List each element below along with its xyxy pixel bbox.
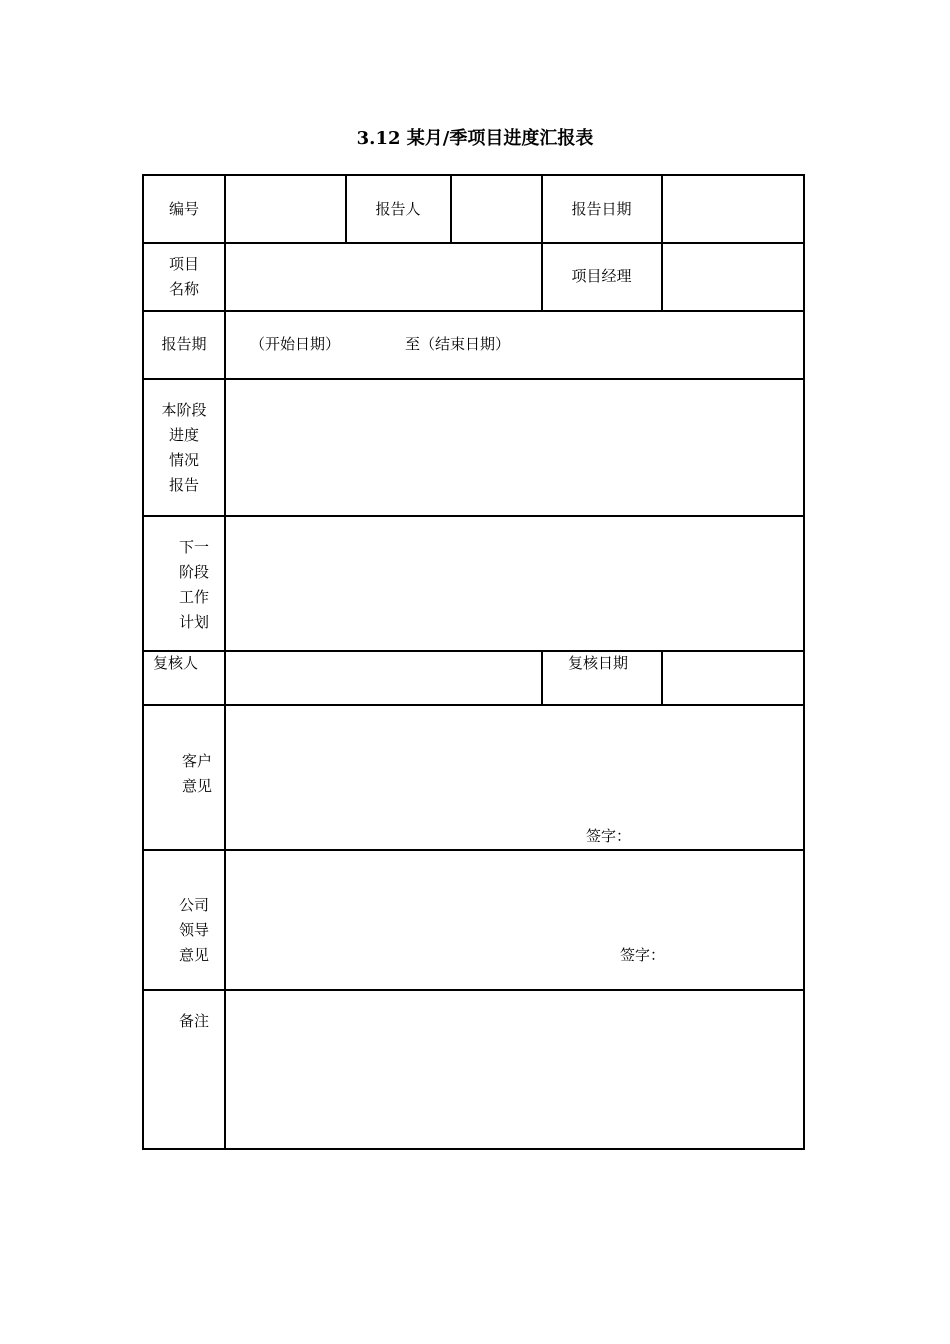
row-divider bbox=[143, 849, 804, 851]
row-divider bbox=[143, 242, 804, 244]
label-line: 意见 bbox=[181, 777, 212, 795]
project-manager-label: 项目经理 bbox=[571, 267, 632, 285]
report-period-label: 报告期 bbox=[161, 335, 207, 353]
row-divider bbox=[143, 378, 804, 380]
label-line: 报告 bbox=[168, 476, 199, 494]
reviewer-label: 复核人 bbox=[153, 654, 199, 672]
client-signature-label: 签字： bbox=[586, 827, 632, 845]
col-divider-reporter-value bbox=[450, 175, 452, 243]
label-line: 领导 bbox=[178, 921, 209, 939]
row-divider bbox=[143, 989, 804, 991]
report-table bbox=[142, 174, 805, 1150]
page-title: 3.12 某月/季项目进度汇报表 bbox=[356, 128, 594, 149]
label-line: 进度 bbox=[168, 426, 199, 444]
project-name-label bbox=[144, 252, 224, 302]
label-line: 计划 bbox=[178, 613, 209, 631]
col-divider-review-date-label bbox=[541, 650, 543, 705]
code-label: 编号 bbox=[168, 200, 199, 218]
row-divider bbox=[143, 310, 804, 312]
next-plan-label bbox=[154, 535, 234, 635]
report-date-label: 报告日期 bbox=[571, 200, 632, 218]
progress-report-label bbox=[144, 398, 224, 498]
label-line: 意见 bbox=[178, 946, 209, 964]
review-date-label: 复核日期 bbox=[568, 654, 629, 672]
remarks-label: 备注 bbox=[178, 1012, 209, 1030]
label-line: 客户 bbox=[181, 752, 212, 770]
client-opinion-label bbox=[157, 749, 237, 799]
col-divider-label bbox=[224, 175, 226, 1149]
row-divider bbox=[143, 650, 804, 652]
period-start-text: （开始日期） bbox=[250, 335, 341, 353]
label-line: 工作 bbox=[178, 588, 209, 606]
period-end-text: 至（结束日期） bbox=[405, 335, 511, 353]
leader-opinion-label bbox=[154, 893, 234, 968]
label-line: 下一 bbox=[178, 538, 209, 556]
col-divider-review-date-value bbox=[661, 650, 663, 705]
row-divider bbox=[143, 704, 804, 706]
label-line: 情况 bbox=[168, 451, 199, 469]
leader-signature-label: 签字： bbox=[620, 946, 666, 964]
label-line: 名称 bbox=[168, 280, 199, 298]
row-divider bbox=[143, 515, 804, 517]
label-line: 阶段 bbox=[178, 563, 209, 581]
label-line: 公司 bbox=[178, 896, 209, 914]
label-line: 项目 bbox=[168, 255, 199, 273]
reporter-label: 报告人 bbox=[375, 200, 421, 218]
label-line: 本阶段 bbox=[161, 401, 207, 419]
